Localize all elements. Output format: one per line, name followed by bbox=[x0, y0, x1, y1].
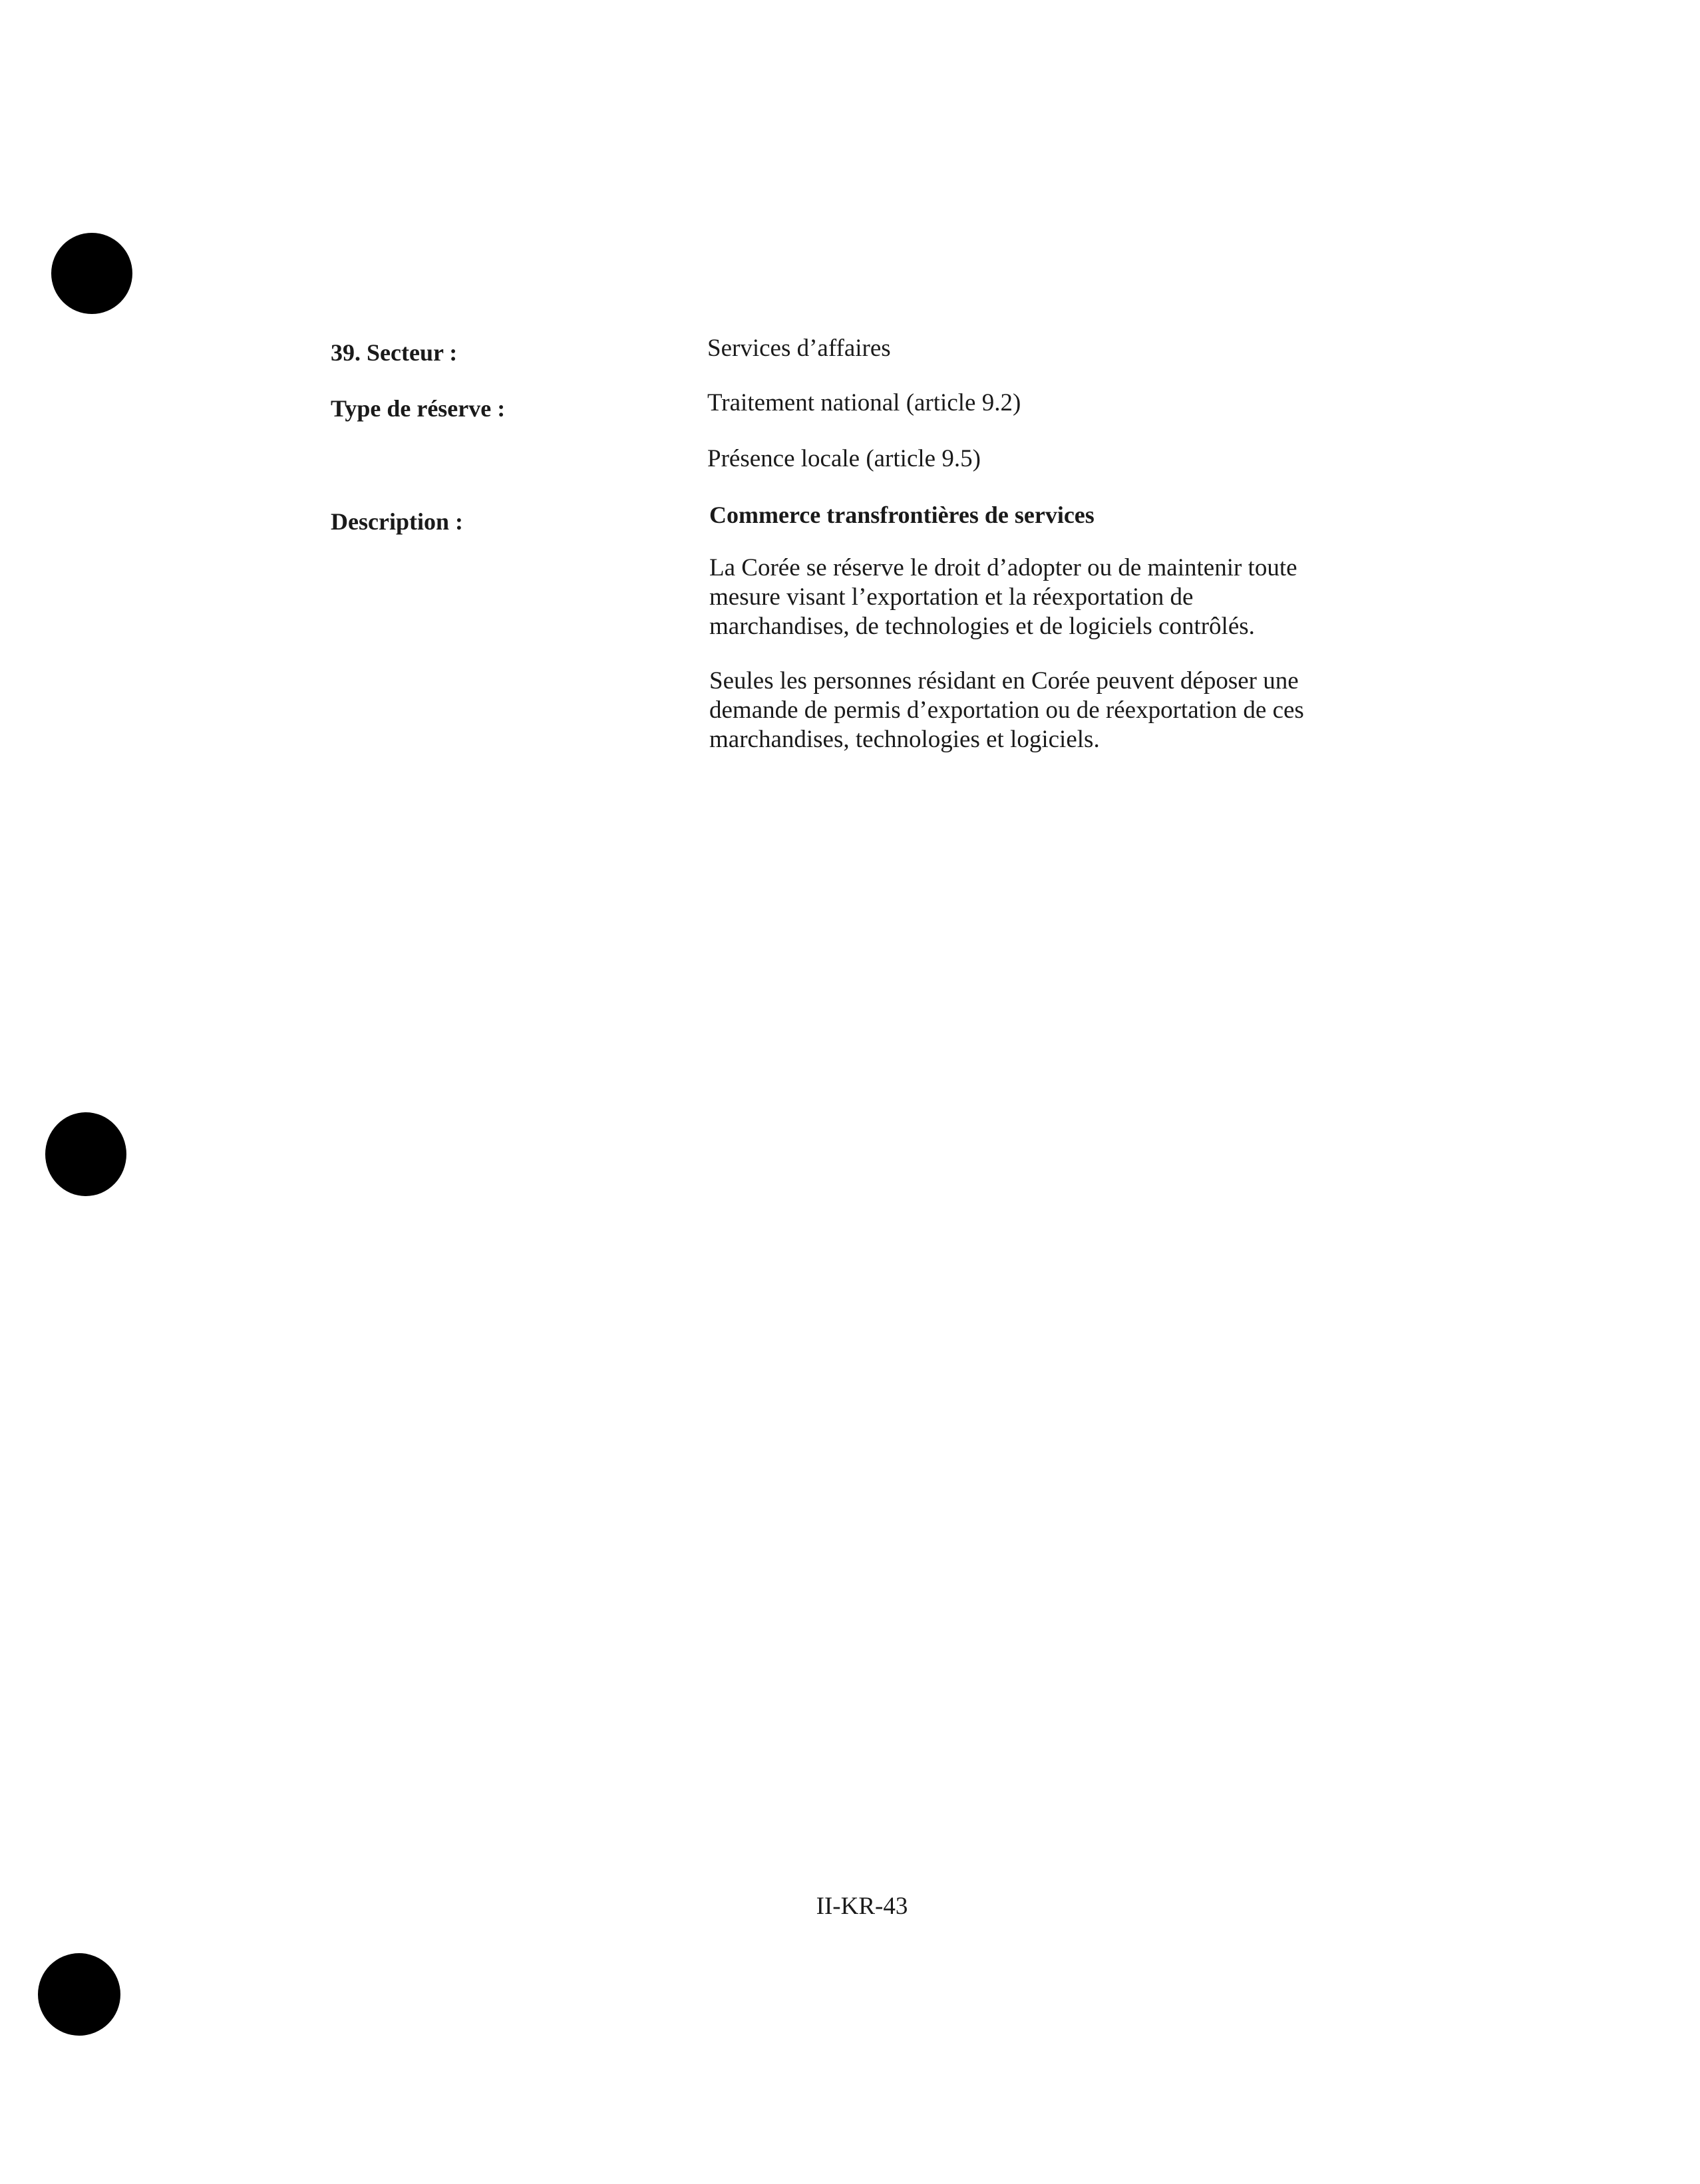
punch-hole-top bbox=[51, 233, 132, 314]
description-paragraph-2 bbox=[709, 667, 1375, 754]
paragraph-1-line: marchandises, de technologies et de logiciels contrôlés. bbox=[709, 613, 1255, 640]
reservation-type-value-2: Présence locale (article 9.5) bbox=[707, 445, 981, 472]
sector-value: Services d’affaires bbox=[707, 335, 891, 362]
description-heading: Commerce transfrontières de services bbox=[709, 502, 1095, 528]
description-paragraph-1 bbox=[709, 553, 1375, 641]
sector-label: 39. Secteur : bbox=[331, 339, 458, 366]
paragraph-1-line: mesure visant l’exportation et la réexportation de bbox=[709, 583, 1194, 611]
description-label: Description : bbox=[331, 508, 463, 535]
paragraph-2-line: marchandises, technologies et logiciels. bbox=[709, 726, 1100, 753]
reservation-type-label: Type de réserve : bbox=[331, 395, 506, 422]
punch-hole-middle bbox=[45, 1112, 126, 1196]
punch-hole-bottom bbox=[38, 1953, 120, 2036]
paragraph-2-line: demande de permis d’exportation ou de réexportation de ces bbox=[709, 697, 1304, 724]
reservation-type-value-1: Traitement national (article 9.2) bbox=[707, 389, 1021, 416]
page-number: II-KR-43 bbox=[816, 1893, 908, 1920]
paragraph-1-line: La Corée se réserve le droit d’adopter ou de maintenir toute bbox=[709, 554, 1297, 581]
paragraph-2-line: Seules les personnes résidant en Corée peuvent déposer une bbox=[709, 667, 1299, 695]
